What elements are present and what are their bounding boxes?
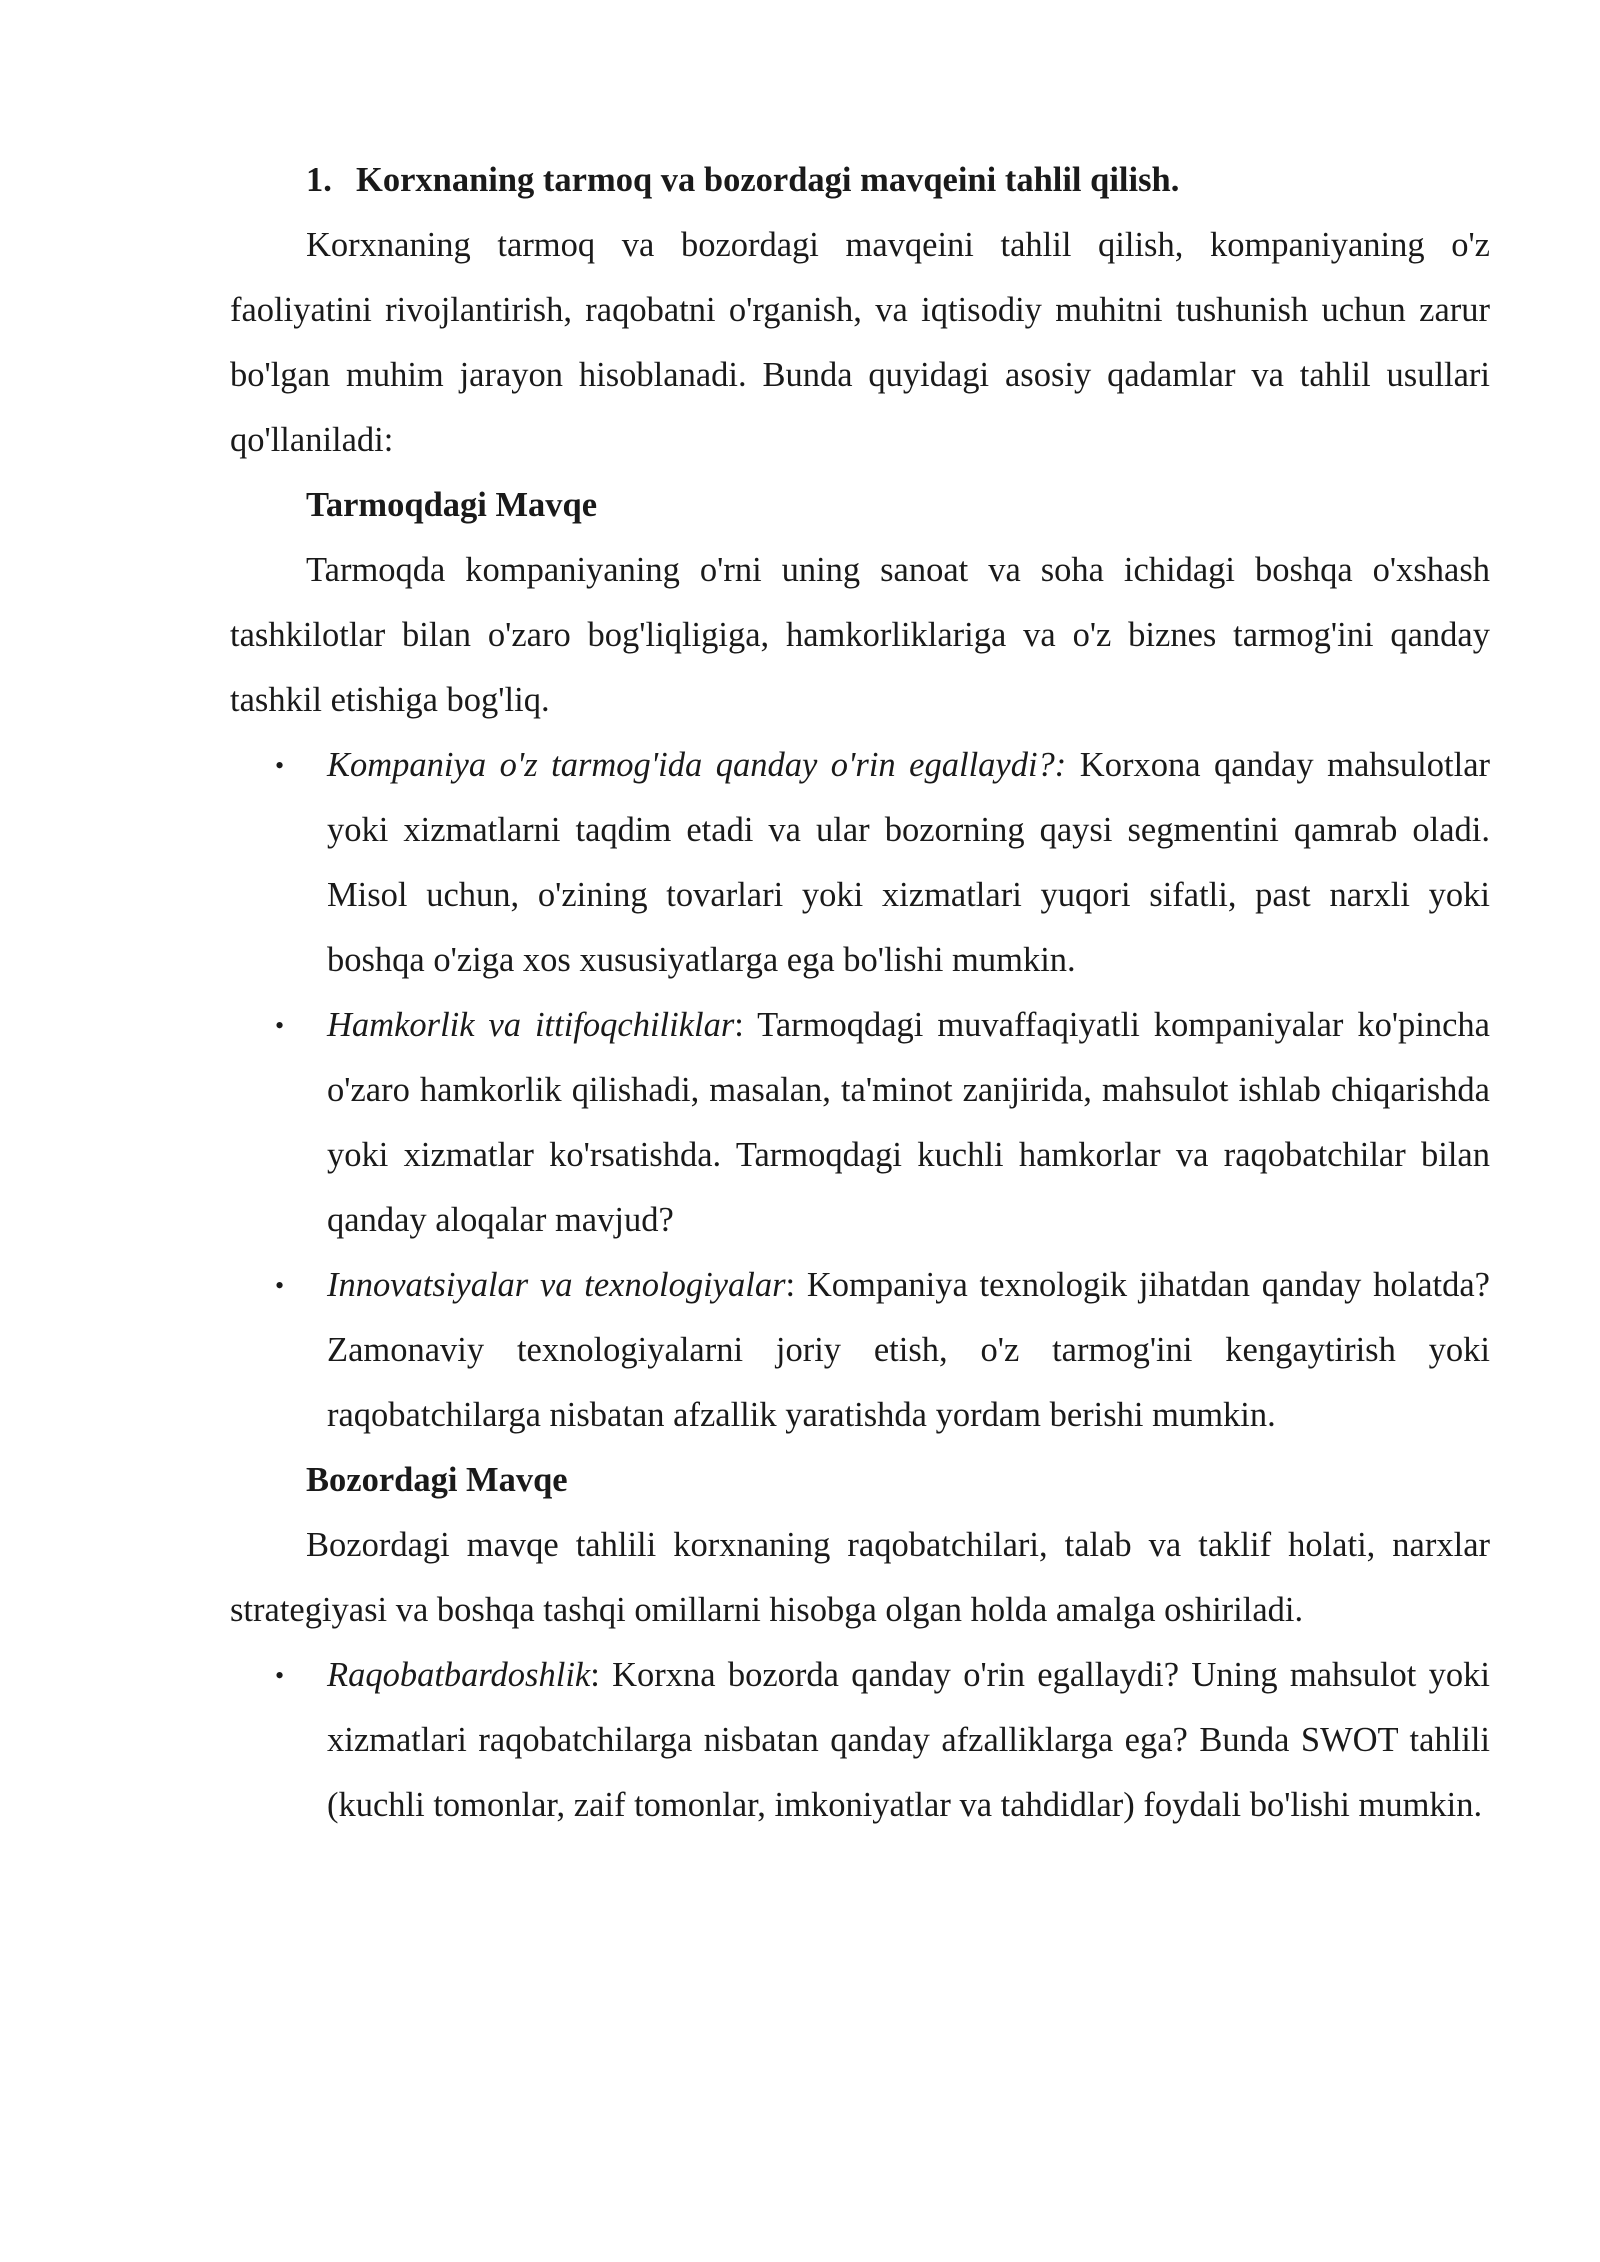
- list-item-text: Korxona qanday mahsulotlar yoki xizmatlarni taqdim etadi va ular bozorning qaysi segmentini qamrab oladi. Misol uchun, o'zining tovarlari yoki xizmatlari yuqori sifatli, past narxli yoki boshqa o'ziga xos xususiyatlarga ega bo'lishi mumkin.: [327, 746, 1490, 979]
- section-paragraph-bozor: Bozordagi mavqe tahlili korxnaning raqobatchilari, talab va taklif holati, narxlar strategiyasi va boshqa tashqi omillarni hisobga olgan holda amalga oshiriladi.: [230, 1526, 1490, 1629]
- bullet-list-tarmoq: [230, 733, 1490, 1448]
- list-item-term: Hamkorlik va ittifoqchiliklar: [327, 1006, 735, 1044]
- list-item-text: : Korxna bozorda qanday o'rin egallaydi? Uning mahsulot yoki xizmatlari raqobatchilarga nisbatan qanday afzalliklarga ega? Bunda SWOT tahlili (kuchli tomonlar, zaif tomonlar, imkoniyatlar va tahdidlar) foydali bo'lishi mumkin.: [327, 1656, 1490, 1824]
- list-item: [230, 733, 1490, 993]
- list-item-term: Raqobatbardoshlik: [327, 1656, 591, 1694]
- document-title: [230, 148, 1490, 213]
- bullet-icon: •: [275, 1271, 285, 1300]
- title-number: 1.: [306, 161, 332, 199]
- intro-paragraph: Korxnaning tarmoq va bozordagi mavqeini tahlil qilish, kompaniyaning o'z faoliyatini rivojlantirish, raqobatni o'rganish, va iqtisodiy muhitni tushunish uchun zarur bo'lgan muhim jarayon hisoblanadi. Bunda quyidagi asosiy qadamlar va tahlil usullari qo'llaniladi:: [230, 226, 1490, 459]
- list-item-text: : Tarmoqdagi muvaffaqiyatli kompaniyalar ko'pincha o'zaro hamkorlik qilishadi, masalan, ta'minot zanjirida, mahsulot ishlab chiqarishda yoki xizmatlar ko'rsatishda. Tarmoqdagi kuchli hamkorlar va raqobatchilar bilan qanday aloqalar mavjud?: [327, 1006, 1490, 1239]
- bullet-icon: •: [275, 1661, 285, 1690]
- list-item-text: : Kompaniya texnologik jihatdan qanday holatda? Zamonaviy texnologiyalarni joriy etish, o'z tarmog'ini kengaytirish yoki raqobatchilarga nisbatan afzallik yaratishda yordam berishi mumkin.: [327, 1266, 1490, 1434]
- list-item-term: Kompaniya o'z tarmog'ida qanday o'rin egallaydi?:: [327, 746, 1067, 784]
- list-item-term: Innovatsiyalar va texnologiyalar: [327, 1266, 786, 1304]
- bullet-list-bozor: [230, 1643, 1490, 1838]
- title-text: Korxnaning tarmoq va bozordagi mavqeini tahlil qilish.: [356, 161, 1180, 199]
- list-item: [230, 993, 1490, 1253]
- section-heading-tarmoq: Tarmoqdagi Mavqe: [306, 486, 598, 524]
- list-item: [230, 1643, 1490, 1838]
- list-item: [230, 1253, 1490, 1448]
- bullet-icon: •: [275, 751, 285, 780]
- section-heading-bozor: Bozordagi Mavqe: [306, 1461, 568, 1499]
- section-paragraph-tarmoq: Tarmoqda kompaniyaning o'rni uning sanoat va soha ichidagi boshqa o'xshash tashkilotlar bilan o'zaro bog'liqligiga, hamkorliklariga va o'z biznes tarmog'ini qanday tashkil etishiga bog'liq.: [230, 551, 1490, 719]
- document-page: [230, 148, 1490, 1838]
- bullet-icon: •: [275, 1011, 285, 1040]
